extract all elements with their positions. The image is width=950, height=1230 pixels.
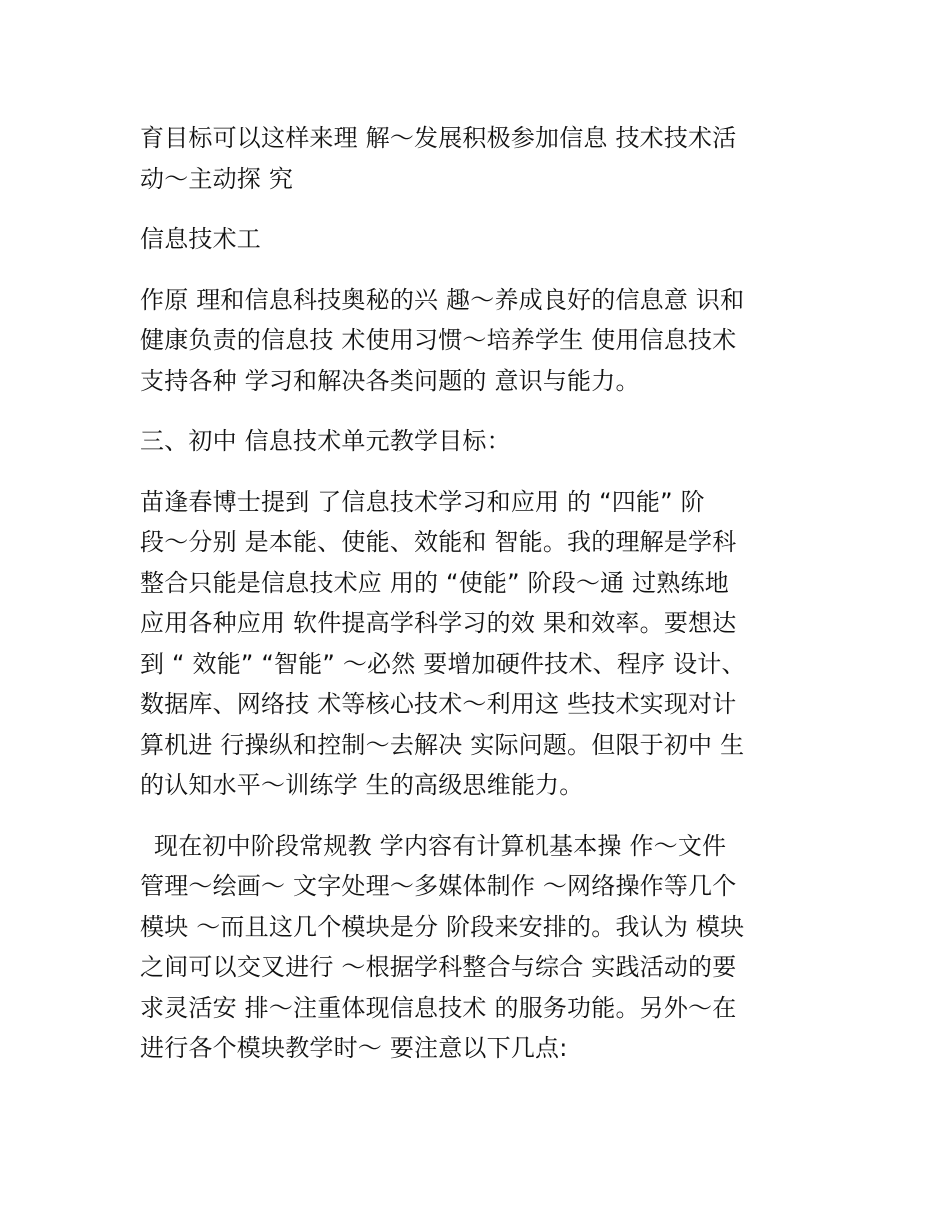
text-line: 信息技术工 [140,225,261,253]
text-line: 健康负责的信息技 术使用习惯～培养学生 使用信息技术 [140,326,737,354]
text-line: 求灵活安 排～注重体现信息技术 的服务功能。另外～在 [140,993,737,1022]
paragraph-1 [140,118,830,199]
paragraph-3 [140,280,830,402]
text-line: 动～主动探 究 [140,164,294,193]
text-line: 三、初中 信息技术单元教学目标： [140,427,511,455]
text-line: 应用各种应用 软件提高学科学习的效 果和效率。要想达 [140,609,737,637]
text-line: 模块 ～而且这几个模块是分 阶段来安排的。我认为 模块 [140,912,745,941]
text-line: 支持各种 学习和解决各类问题的 意识与能力。 [140,366,640,395]
document-body [140,118,830,1089]
text-line: 算机进 行操纵和控制～去解决 实际问题。但限于初中 生 [140,730,745,759]
text-line: 苗逢春博士提到 了信息技术学习和应用 的 “四能” 阶 [140,487,705,516]
section-heading [140,421,830,462]
text-line: 到 “ 效能” “智能” ～必然 要增加硬件技术、程序 设计、 [140,649,746,678]
paragraph-5 [140,482,830,806]
text-line: 的认知水平～训练学 生的高级思维能力。 [140,771,584,799]
paragraph-2 [140,219,830,260]
text-line: 整合只能是信息技术应 用的 “使能” 阶段～通 过熟练地 [140,568,729,597]
paragraph-6 [140,826,830,1069]
text-line: 之间可以交叉进行 ～根据学科整合与综合 实践活动的要 [140,953,737,981]
text-line: 育目标可以这样来理 解～发展积极参加信息 技术技术活 [140,124,737,152]
text-line: 段～分别 是本能、使能、效能和 智能。我的理解是学科 [140,528,737,556]
text-line: 数据库、网络技 术等核心技术～利用这 些技术实现对计 [140,690,737,718]
text-line: 作原 理和信息科技奥秘的兴 趣～养成良好的信息意 识和 [140,285,745,314]
text-line: 进行各个模块教学时～ 要注意以下几点: [140,1034,568,1062]
text-line: 现在初中阶段常规教 学内容有计算机基本操 作～文件 [154,831,727,860]
text-line: 管理～绘画～ 文字处理～多媒体制作 ～网络操作等几个 [140,872,737,900]
